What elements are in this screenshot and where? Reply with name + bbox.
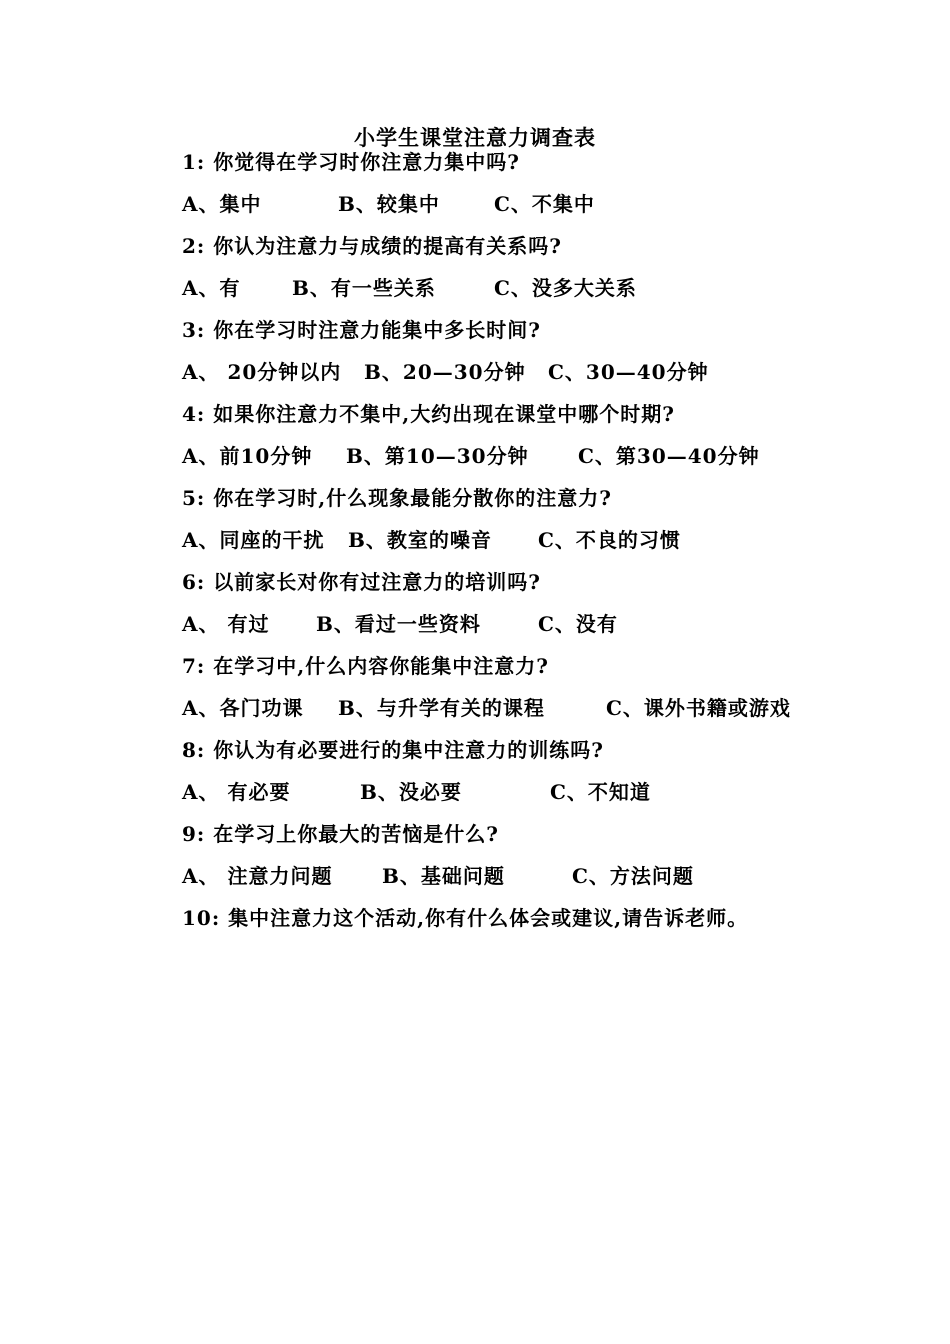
- options-8: [182, 778, 902, 820]
- question-5: 5: 你在学习时,什么现象最能分散你的注意力?: [182, 486, 612, 510]
- options-7: [182, 694, 902, 736]
- option-3c: C、30—40分钟: [548, 360, 709, 384]
- options-1: [182, 190, 902, 232]
- question-4: 4: 如果你注意力不集中,大约出现在课堂中哪个时期?: [182, 402, 675, 426]
- option-4c: C、第30—40分钟: [578, 444, 760, 468]
- options-3: [182, 358, 902, 400]
- question-6: 6: 以前家长对你有过注意力的培训吗?: [182, 570, 541, 594]
- option-2c: C、没多大关系: [494, 276, 637, 300]
- question-2: 2: 你认为注意力与成绩的提高有关系吗?: [182, 234, 562, 258]
- option-6c: C、没有: [538, 612, 618, 636]
- option-4b: B、第10—30分钟: [346, 444, 529, 468]
- option-7b: B、与升学有关的课程: [338, 696, 545, 720]
- option-7c: C、课外书籍或游戏: [606, 696, 791, 720]
- question-7: 7: 在学习中,什么内容你能集中注意力?: [182, 654, 549, 678]
- question-10: 10: 集中注意力这个活动,你有什么体会或建议,请告诉老师。: [182, 906, 749, 930]
- question-1: 1: 你觉得在学习时你注意力集中吗?: [182, 150, 520, 174]
- options-2: [182, 274, 902, 316]
- option-7a: A、各门功课: [182, 696, 304, 720]
- page-title: 小学生课堂注意力调查表: [354, 125, 596, 150]
- option-6a: A、 有过: [182, 612, 270, 636]
- option-1a: A、集中: [182, 192, 262, 216]
- option-2b: B、有一些关系: [292, 276, 436, 300]
- questionnaire: [182, 148, 902, 946]
- option-1b: B、较集中: [338, 192, 440, 216]
- option-3a: A、 20分钟以内: [182, 360, 342, 384]
- option-5b: B、教室的噪音: [348, 528, 492, 552]
- option-8b: B、没必要: [360, 780, 462, 804]
- options-5: [182, 526, 902, 568]
- option-6b: B、看过一些资料: [316, 612, 481, 636]
- options-9: [182, 862, 902, 904]
- option-4a: A、前10分钟: [182, 444, 313, 468]
- question-8: 8: 你认为有必要进行的集中注意力的训练吗?: [182, 738, 604, 762]
- option-2a: A、有: [182, 276, 241, 300]
- options-4: [182, 442, 902, 484]
- option-3b: B、20—30分钟: [364, 360, 526, 384]
- option-9c: C、方法问题: [572, 864, 694, 888]
- option-9a: A、 注意力问题: [182, 864, 333, 888]
- question-3: 3: 你在学习时注意力能集中多长时间?: [182, 318, 541, 342]
- option-1c: C、不集中: [494, 192, 595, 216]
- question-9: 9: 在学习上你最大的苦恼是什么?: [182, 822, 499, 846]
- option-5c: C、不良的习惯: [538, 528, 681, 552]
- option-5a: A、同座的干扰: [182, 528, 325, 552]
- options-6: [182, 610, 902, 652]
- option-8a: A、 有必要: [182, 780, 291, 804]
- option-9b: B、基础问题: [382, 864, 505, 888]
- option-8c: C、不知道: [550, 780, 651, 804]
